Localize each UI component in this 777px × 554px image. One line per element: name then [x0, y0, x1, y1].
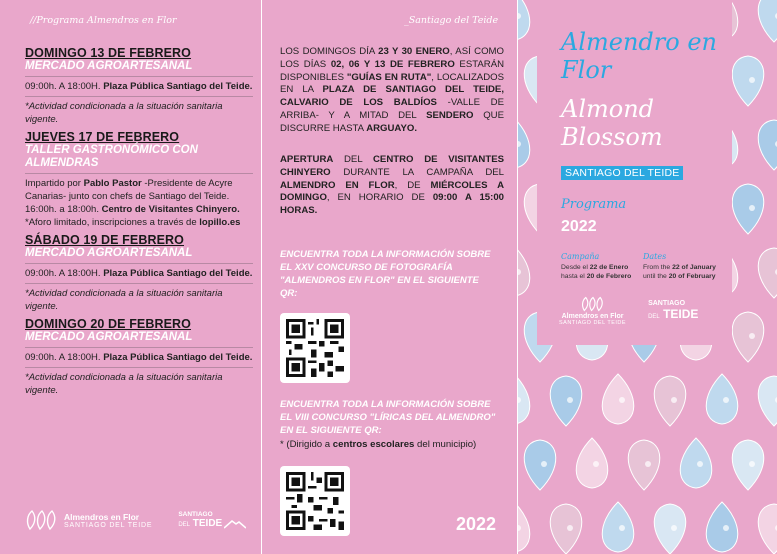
almendros-logo: Almendros en Flor SANTIAGO DEL TEIDE: [559, 295, 626, 326]
dates-label: Dates: [643, 252, 667, 261]
photo-contest-info: ENCUENTRA TODA LA INFORMACIÓN SOBRE EL XXV CONCURSO DE FOTOGRAFÍA "ALMENDROS EN FLOR" EN EL SIGUIENTE QR:: [280, 249, 491, 299]
event-note: *Actividad condicionada a la situación sanitaria vigente.: [25, 288, 223, 312]
event-title: MERCADO AGROARTESANAL: [25, 247, 193, 259]
location-badge: SANTIAGO DEL TEIDE: [561, 166, 683, 180]
divider: [25, 367, 253, 368]
emphasis-text: 23 Y 30 ENERO: [378, 46, 450, 57]
event-day: SÁBADO 19 DE FEBRERO: [25, 233, 184, 247]
body-text: , ASÍ COMO LOS DÍAS: [280, 46, 504, 70]
event-note: *Aforo limitado, inscripciones a través de lopillo.es: [25, 217, 241, 228]
divider: [25, 263, 253, 264]
almond-logo-icon: [24, 509, 60, 531]
event-title: MERCADO AGROARTESANAL: [25, 331, 193, 343]
title-english: Almond Blossom: [561, 95, 663, 151]
almond-logo-icon: [580, 295, 606, 313]
event-time: 16:00h. a 18:00h. Centro de Visitantes Chinyero.: [25, 204, 240, 215]
blossom-flower: [541, 461, 547, 467]
schedule-list: [25, 46, 255, 401]
schedule-item: [25, 317, 255, 397]
emphasis-text: APERTURA: [280, 154, 334, 165]
guides-paragraph: [280, 46, 504, 136]
qr-code-icon: [286, 472, 344, 530]
school-note: * (Dirigido a centros escolares del municipio): [280, 439, 477, 450]
event-time: 09:00h. A 18:00H. Plaza Pública Santiago del Teide.: [25, 268, 253, 279]
blossom-flower: [567, 397, 573, 403]
divider: [25, 173, 253, 174]
lyrics-contest-qr[interactable]: [280, 466, 350, 536]
emphasis-text: MIÉRCOLES A DOMINGO: [280, 179, 504, 204]
blossom-flower: [671, 525, 677, 531]
photo-contest-qr[interactable]: [280, 313, 350, 383]
blossom-flower: [567, 525, 573, 531]
body-text: , EN HORARIO DE: [326, 192, 433, 204]
body-text: DURANTE LA CAMPAÑA DEL: [330, 166, 504, 178]
qr-code-icon: [286, 319, 344, 377]
blossom-flower: [749, 333, 755, 339]
body-text: QUE DISCURRE HASTA: [280, 109, 504, 134]
almendros-logo-text: Almendros en Flor SANTIAGO DEL TEIDE: [64, 511, 153, 529]
divider: [25, 76, 253, 77]
emphasis-text: ARGUAYO.: [366, 122, 418, 134]
divider: [25, 283, 253, 284]
blossom-flower: [749, 461, 755, 467]
mountain-icon: [224, 519, 246, 529]
divider: [25, 96, 253, 97]
event-title: MERCADO AGROARTESANAL: [25, 60, 193, 72]
blossom-flower: [619, 397, 625, 403]
emphasis-text: 09:00 A 15:00 HORAS.: [280, 192, 505, 217]
body-text: -VALLE DE ARRIBA- Y A MITAD DEL: [280, 97, 504, 121]
cover-logos: [559, 295, 698, 326]
title-spanish: Almendro en Flor: [561, 28, 717, 84]
lyrics-contest-info: ENCUENTRA TODA LA INFORMACIÓN SOBRE EL VIII CONCURSO "LÍRICAS DEL ALMENDRO" EN EL SIGUIENTE QR:: [280, 399, 496, 436]
campaign-dates: Desde el 22 de Enero hasta el 20 de Febrero: [561, 264, 632, 280]
event-description: Impartido por Pablo Pastor -Presidente de Acyre Canarias- junto con chefs de Santiago del Teide.: [25, 178, 233, 202]
program-label: Programa: [561, 197, 627, 212]
blossom-flower: [671, 397, 677, 403]
event-note: *Actividad condicionada a la situación sanitaria vigente.: [25, 372, 223, 396]
blossom-flower: [593, 461, 599, 467]
emphasis-text: SENDERO: [426, 109, 474, 121]
schedule-item: [25, 130, 255, 229]
event-day: JUEVES 17 DE FEBRERO: [25, 130, 180, 144]
santiago-logo: SANTIAGO DEL TEIDE: [178, 511, 223, 529]
event-time: 09:00h. A 18:00H. Plaza Pública Santiago del Teide.: [25, 352, 253, 363]
blossom-flower: [723, 525, 729, 531]
emphasis-text: ALMENDRO EN FLOR: [280, 179, 395, 191]
campaign-label: Campaña: [561, 252, 600, 261]
event-day: DOMINGO 20 DE FEBRERO: [25, 317, 192, 331]
event-day: DOMINGO 13 DE FEBRERO: [25, 46, 192, 60]
schedule-item: [25, 46, 255, 126]
blossom-flower: [723, 397, 729, 403]
emphasis-text: PLAZA DE SANTIAGO DEL TEIDE, CALVARIO DE LOS BALDÍOS: [280, 84, 504, 109]
program-year: 2022: [561, 218, 597, 235]
blossom-flower: [697, 461, 703, 467]
panel-header: //Programa Almendros en Flor: [30, 15, 177, 26]
dates-english: From the 22 of January until the 20 of February: [643, 264, 716, 280]
schedule-item: [25, 233, 255, 313]
body-text: LOS DOMINGOS DÍA: [280, 46, 379, 57]
body-text: ESTARÁN DISPONIBLES: [280, 58, 505, 83]
footer-year: 2022: [456, 514, 497, 534]
body-text: , DE: [394, 179, 431, 191]
cover-card: [537, 0, 732, 345]
emphasis-text: CENTRO DE VISITANTES CHINYERO: [280, 154, 504, 178]
event-title: TALLER GASTRONÓMICO CON ALMENDRAS: [25, 144, 198, 169]
blossom-flower: [619, 525, 625, 531]
emphasis-text: 02, 06 Y 13 DE FEBRERO: [330, 58, 455, 70]
divider: [25, 347, 253, 348]
visitor-centre-paragraph: [280, 154, 504, 218]
schedule-panel: [0, 0, 261, 554]
blossom-flower: [749, 77, 755, 83]
body-text: , LOCALIZADOS EN LA: [280, 71, 504, 96]
panel-header: _Santiago del Teide: [404, 15, 499, 26]
emphasis-text: "GUÍAS EN RUTA": [346, 71, 432, 83]
santiago-logo: SANTIAGO DEL TEIDE: [648, 300, 699, 321]
footer-logos: [24, 509, 246, 531]
event-time: 09:00h. A 18:00H. Plaza Pública Santiago del Teide.: [25, 81, 253, 92]
blossom-flower: [749, 205, 755, 211]
body-text: DEL: [333, 154, 373, 165]
event-note: *Actividad condicionada a la situación sanitaria vigente.: [25, 101, 223, 125]
blossom-flower: [645, 461, 651, 467]
